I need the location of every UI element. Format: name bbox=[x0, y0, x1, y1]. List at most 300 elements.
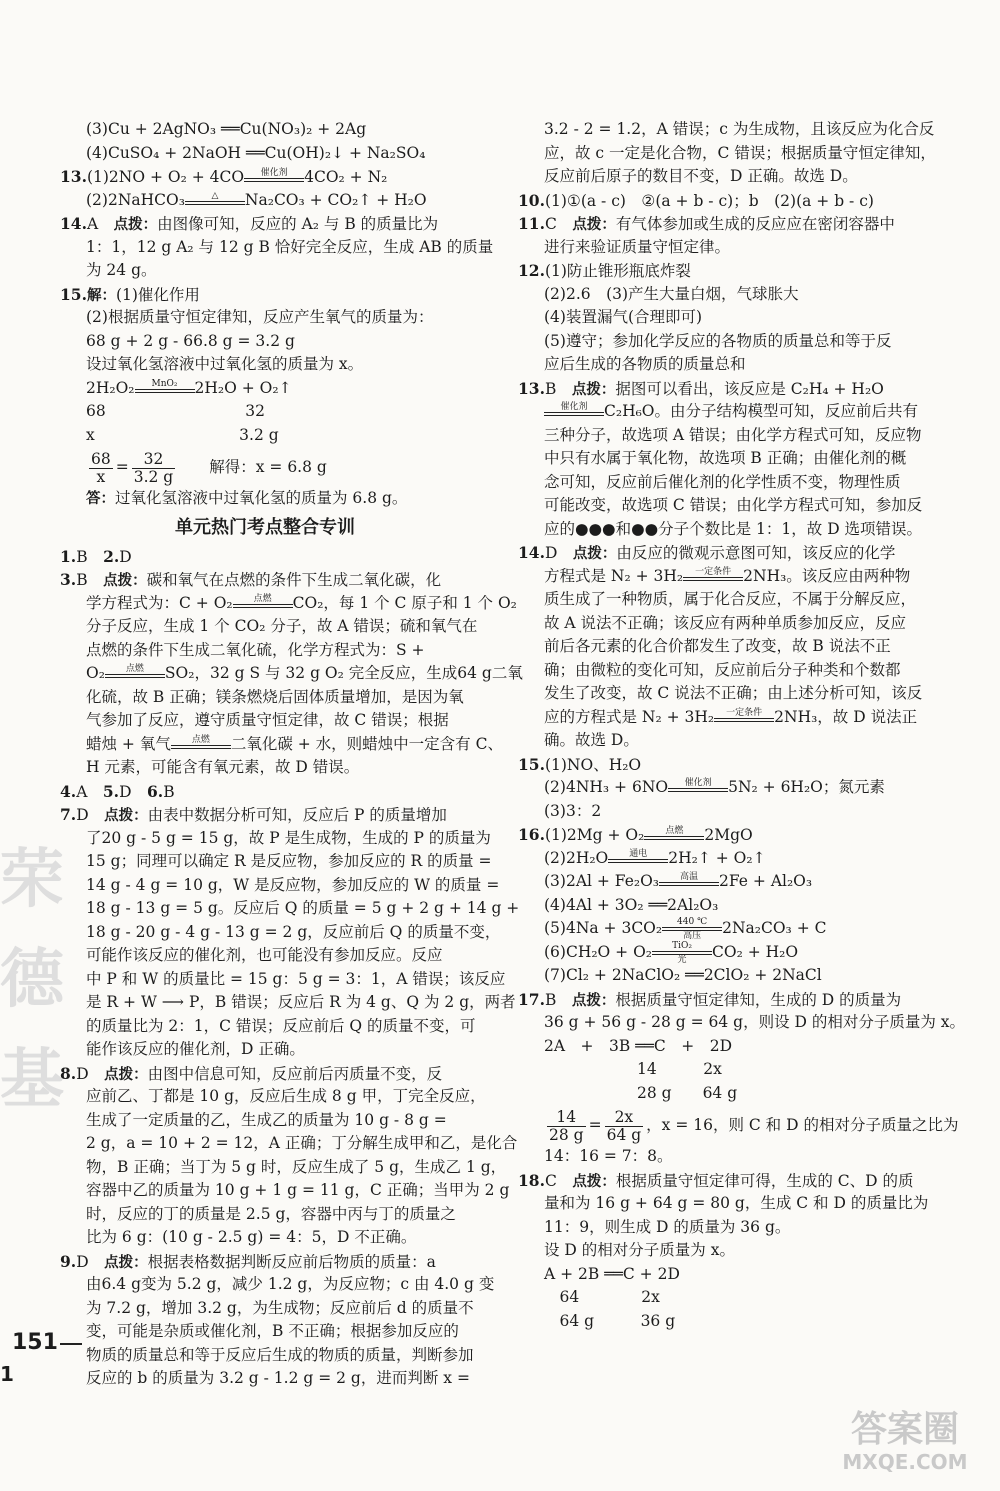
line-text: 时，反应的丁的质量是 2.5 g，容器中丙与丁的质量之 bbox=[86, 1204, 456, 1223]
line-text: B bbox=[76, 571, 104, 589]
line-text: A bbox=[86, 215, 114, 233]
item-number: 1. bbox=[60, 546, 77, 566]
line-text: 由图中信息可知，反应前后丙质量不变，反 bbox=[147, 1064, 443, 1083]
text-line bbox=[518, 870, 928, 894]
line-text: 应后生成的各物质的质量总和 bbox=[544, 355, 746, 373]
reaction-condition bbox=[683, 567, 743, 587]
equals-sign: = bbox=[588, 1116, 602, 1134]
line-text: 应的●●●和●●分子个数比是 1：1，故 D 选项错误。 bbox=[544, 519, 923, 538]
text-line bbox=[60, 874, 500, 898]
line-text: D bbox=[119, 782, 148, 801]
text-line bbox=[518, 330, 928, 354]
reaction-condition bbox=[105, 664, 165, 684]
reaction-condition bbox=[652, 941, 712, 965]
line-text: 念可知，反应前后催化剂的化学性质不变，物理性质 bbox=[544, 472, 901, 491]
condition-top: 催化剂 bbox=[684, 778, 712, 788]
line-text: (1)催化作用 bbox=[115, 285, 200, 304]
text-line bbox=[60, 1273, 495, 1297]
text-line bbox=[518, 612, 928, 636]
condition-top: 通电 bbox=[629, 848, 648, 859]
text-line bbox=[518, 917, 928, 941]
line-text: 有气体参加或生成的反应应在密闭容器中 bbox=[615, 215, 895, 233]
text-line bbox=[518, 518, 928, 542]
reaction-condition bbox=[644, 826, 704, 846]
text-line bbox=[518, 729, 928, 753]
line-text: x 3.2 g bbox=[86, 425, 279, 444]
left-column bbox=[60, 118, 523, 1391]
denominator: 64 g bbox=[606, 1125, 642, 1144]
text-line bbox=[518, 659, 928, 683]
line-text: D bbox=[119, 547, 132, 566]
line-text: 三种分子，故选项 A 错误；由化学方程式可知，反应物 bbox=[544, 425, 922, 444]
line-text: 反应的 b 的质量为 3.2 g - 1.2 g = 2 g，进而判断 x = bbox=[86, 1369, 470, 1387]
line-text: O₂ bbox=[86, 664, 105, 682]
text-line bbox=[60, 1203, 470, 1227]
item-number: 13. bbox=[60, 167, 87, 186]
text-line bbox=[518, 635, 928, 659]
line-text: C bbox=[544, 1171, 573, 1190]
text-line bbox=[518, 541, 928, 565]
line-text: 2NH₃。该反应由两种物 bbox=[743, 566, 911, 585]
line-text: (1)防止锥形瓶底炸裂 bbox=[544, 262, 691, 280]
line-text: 物质的质量总和等于反应后生成的物质的质量，判断参加 bbox=[86, 1345, 474, 1364]
line-text: ，x = 16，则 C 和 D 的相对分子质量之比为 bbox=[646, 1116, 959, 1134]
text-line bbox=[518, 776, 928, 800]
equals-sign: = bbox=[115, 458, 129, 476]
line-text: 碳和氧气在点燃的条件下生成二氧化碳，化 bbox=[146, 571, 442, 589]
text-line bbox=[518, 588, 928, 612]
line-text: 生成了一定质量的乙，生成乙的质量为 10 g - 8 g = bbox=[86, 1110, 447, 1129]
item-number: 17. bbox=[518, 989, 545, 1009]
hint-label: 解： bbox=[86, 287, 116, 304]
line-text: B bbox=[544, 379, 572, 398]
reaction-condition bbox=[544, 402, 604, 422]
item-number: 11. bbox=[518, 214, 545, 233]
text-line bbox=[60, 189, 470, 213]
line-text: 2A + 3B ══C + 2D bbox=[544, 1036, 733, 1055]
text-line bbox=[60, 1344, 474, 1368]
text-line bbox=[60, 991, 516, 1015]
condition-top: 点燃 bbox=[191, 734, 210, 745]
hint-label: 点拨： bbox=[571, 992, 616, 1009]
numerator: 14 bbox=[547, 1109, 586, 1127]
text-line bbox=[60, 662, 523, 686]
line-text: (2)2.6 (3)产生大量白烟，气球胀大 bbox=[544, 284, 799, 303]
text-line bbox=[518, 212, 928, 236]
denominator: 3.2 g bbox=[133, 467, 174, 486]
text-line bbox=[60, 921, 501, 945]
line-text: 为 24 g。 bbox=[86, 261, 157, 279]
line-text: 2Na₂CO₃ + C bbox=[722, 919, 827, 937]
text-line bbox=[60, 968, 506, 992]
line-text: (1)①(a - c) ②(a + b - c)；b (2)(a + b - c) bbox=[544, 191, 874, 210]
line-text: B bbox=[76, 547, 104, 566]
text-line bbox=[60, 1297, 474, 1321]
site-logo-url: MXQE.COM bbox=[842, 1450, 968, 1474]
hint-label: 点拨： bbox=[103, 573, 147, 589]
line-text: 量和为 16 g + 64 g = 80 g，生成 C 和 D 的质量比为 bbox=[544, 1194, 929, 1212]
line-text: 1：1，12 g A₂ 与 12 g B 恰好完全反应，生成 AB 的质量 bbox=[86, 237, 494, 256]
line-text: 5N₂ + 6H₂O；氮元素 bbox=[728, 778, 885, 796]
line-text: 由6.4 g变为 5.2 g，减少 1.2 g，为反应物；c 由 4.0 g 变 bbox=[86, 1275, 495, 1293]
line-text: 11：9，则生成 D 的质量为 36 g。 bbox=[544, 1217, 791, 1236]
line-text: 15 g；同理可以确定 R 是反应物，参加反应的 R 的质量 = bbox=[86, 852, 492, 870]
numerator: 32 bbox=[132, 451, 176, 469]
line-text: 中 P 和 W 的质量比 = 15 g：5 g = 3：1，A 错误；该反应 bbox=[86, 969, 506, 988]
reaction-condition bbox=[608, 849, 668, 869]
text-line bbox=[60, 424, 470, 448]
condition-bottom bbox=[608, 863, 668, 869]
text-line bbox=[60, 1109, 470, 1133]
line-text: 比为 6 g：(10 g - 2.5 g) = 4：5，D 不正确。 bbox=[86, 1228, 417, 1246]
line-text: B bbox=[544, 990, 572, 1009]
text-line bbox=[518, 682, 928, 706]
text-line bbox=[518, 800, 928, 824]
line-text: 反应前后原子的数目不变，D 正确。故选 D。 bbox=[544, 167, 858, 185]
line-text: 68 g + 2 g - 66.8 g = 3.2 g bbox=[86, 331, 295, 350]
line-text: (7)Cl₂ + 2NaClO₂ ══2ClO₂ + 2NaCl bbox=[544, 966, 822, 984]
text-line bbox=[518, 823, 928, 847]
condition-bottom bbox=[668, 792, 728, 798]
condition-top: MnO₂ bbox=[151, 378, 178, 389]
line-text: 14：16 = 7：8。 bbox=[544, 1147, 673, 1165]
condition-bottom: 光 bbox=[677, 954, 687, 965]
line-text: D bbox=[544, 544, 573, 562]
line-text: (2)2NaHCO₃ bbox=[86, 190, 185, 209]
line-text: 化硫，故 B 正确；镁条燃烧后固体质量增加，是因为氧 bbox=[86, 687, 464, 706]
line-text: 14 2x bbox=[544, 1060, 722, 1078]
text-line bbox=[60, 850, 492, 874]
condition-top: 催化剂 bbox=[560, 402, 588, 412]
text-line bbox=[518, 706, 928, 730]
line-text: 根据表格数据判断反应前后物质的质量：a bbox=[147, 1252, 436, 1271]
hint-label: 点拨： bbox=[104, 1066, 148, 1083]
text-line bbox=[518, 1035, 928, 1059]
hint-label: 点拨： bbox=[113, 217, 158, 233]
text-line bbox=[60, 118, 470, 142]
line-text: 2H₂↑ + O₂↑ bbox=[668, 848, 766, 867]
numerator: 68 bbox=[91, 449, 111, 468]
condition-top: 点燃 bbox=[253, 593, 272, 604]
item-number: 10. bbox=[518, 190, 545, 210]
line-text: 18 g - 20 g - 4 g - 13 g = 2 g，反应前后 Q 的质量不变， bbox=[86, 922, 501, 941]
condition-bottom bbox=[135, 393, 195, 399]
line-text: 了20 g - 5 g = 15 g，故 P 是生成物，生成的 P 的质量为 bbox=[86, 828, 491, 847]
line-text: 由反应的微观示意图可知，该反应的化学 bbox=[616, 544, 896, 562]
text-line bbox=[518, 400, 928, 424]
line-text: 变，可能是杂质或催化剂，B 不正确；根据参加反应的 bbox=[86, 1322, 459, 1340]
text-line bbox=[518, 753, 928, 777]
text-line bbox=[518, 894, 928, 918]
line-text: 设 D 的相对分子质量为 x。 bbox=[544, 1241, 735, 1259]
condition-bottom bbox=[185, 205, 245, 211]
fraction-line bbox=[518, 1105, 959, 1145]
condition-bottom bbox=[105, 678, 165, 684]
line-text: 是 R + W ⟶ P，B 错误；反应后 R 为 4 g、Q 为 2 g，两者 bbox=[86, 993, 516, 1011]
hint-label: 点拨： bbox=[572, 1173, 616, 1190]
line-text: 根据质量守恒定律知，生成的 D 的质量为 bbox=[615, 990, 902, 1009]
line-text: 分子反应，生成 1 个 CO₂ 分子，故 A 错误；硫和氧气在 bbox=[86, 617, 478, 635]
text-line bbox=[60, 733, 503, 757]
text-line bbox=[518, 165, 928, 189]
text-line bbox=[60, 1367, 470, 1391]
watermark-char: 基 bbox=[0, 1043, 64, 1117]
page-edge-digit: 1 bbox=[0, 1362, 14, 1386]
line-text: 故 A 说法不正确；该反应有两种单质参加反应，反应 bbox=[544, 613, 907, 632]
text-line bbox=[60, 1226, 470, 1250]
condition-bottom bbox=[659, 886, 719, 892]
text-line bbox=[518, 447, 928, 471]
condition-bottom bbox=[644, 840, 704, 846]
hint-label: 点拨： bbox=[572, 217, 616, 233]
line-text: SO₂，32 g S 与 32 g O₂ 完全反应，生成64 g二氧 bbox=[164, 664, 523, 682]
line-text: 2MgO bbox=[704, 826, 753, 844]
item-number: 18. bbox=[518, 1170, 545, 1190]
text-line bbox=[60, 1179, 510, 1203]
text-line bbox=[60, 306, 470, 330]
line-text: (3)Cu + 2AgNO₃ ══Cu(NO₃)₂ + 2Ag bbox=[86, 120, 367, 138]
text-line bbox=[60, 944, 470, 968]
text-line bbox=[60, 283, 470, 307]
line-text: 能作该反应的催化剂，D 正确。 bbox=[86, 1040, 305, 1058]
line-text: CO₂，每 1 个 C 原子和 1 个 O₂ bbox=[292, 593, 517, 612]
line-text: (3)2Al + Fe₂O₃ bbox=[544, 872, 660, 890]
line-text: D bbox=[76, 806, 105, 824]
condition-bottom bbox=[233, 608, 293, 614]
item-number: 15. bbox=[518, 754, 545, 774]
line-text: 解得：x = 6.8 g bbox=[178, 458, 327, 476]
reaction-condition bbox=[662, 917, 722, 941]
line-text: (5)遵守；参加化学反应的各物质的质量总和等于反 bbox=[544, 331, 892, 350]
line-text: 据图可以看出，该反应是 C₂H₄ + H₂O bbox=[615, 379, 884, 398]
text-line bbox=[518, 471, 928, 495]
text-line bbox=[518, 259, 928, 283]
line-text: 28 g 64 g bbox=[544, 1083, 738, 1102]
line-text: 前后各元素的化合价都发生了改变，故 B 说法不正 bbox=[544, 637, 891, 655]
line-text: 14 g - 4 g = 10 g，W 是反应物，参加反应的 W 的质量 = bbox=[86, 875, 500, 894]
line-text: 点燃的条件下生成二氧化硫，化学方程式为：S + bbox=[86, 640, 425, 659]
text-line bbox=[518, 142, 936, 166]
line-text: 应前乙、丁都是 10 g，反应后生成 8 g 甲，丁完全反应， bbox=[86, 1087, 486, 1105]
line-text: Na₂CO₃ + CO₂↑ + H₂O bbox=[244, 190, 427, 209]
fraction bbox=[132, 451, 176, 486]
right-column bbox=[518, 118, 966, 1333]
condition-bottom bbox=[544, 416, 604, 422]
line-text: C₂H₆O。由分子结构模型可知，反应前后共有 bbox=[604, 402, 919, 420]
text-line bbox=[518, 424, 928, 448]
line-text: 2 g，a = 10 + 2 = 12，A 正确；丁分解生成甲和乙，是化合 bbox=[86, 1134, 518, 1152]
line-text: (1)NO、H₂O bbox=[544, 755, 642, 774]
watermark-char: 德 bbox=[0, 943, 64, 1017]
reaction-condition bbox=[668, 778, 728, 798]
line-text: 确；由微粒的变化可知，反应前后分子种类和个数都 bbox=[544, 660, 901, 679]
line-text: H 元素，可能含有氧元素，故 D 错误。 bbox=[86, 758, 360, 776]
line-text: 2H₂O + O₂↑ bbox=[194, 378, 292, 397]
line-text: A + 2B ══C + 2D bbox=[544, 1264, 680, 1283]
item-number: 5. bbox=[102, 781, 120, 801]
text-line bbox=[518, 189, 928, 213]
denominator: x bbox=[96, 467, 106, 486]
line-text: 发生了改变，故 C 说法不正确；由上述分析可知，该反 bbox=[544, 684, 923, 702]
line-text: 2NH₃，故 D 说法正 bbox=[774, 707, 918, 726]
line-text: 可能作该反应的催化剂，也可能没有参加反应。反应 bbox=[86, 946, 443, 964]
page-number: 151 bbox=[12, 1330, 58, 1355]
text-line bbox=[60, 1320, 470, 1344]
text-line bbox=[518, 1011, 966, 1035]
text-line bbox=[60, 639, 470, 663]
item-number: 12. bbox=[518, 261, 545, 280]
fraction-line bbox=[60, 447, 470, 487]
reaction-condition bbox=[233, 594, 293, 614]
condition-bottom bbox=[244, 182, 304, 188]
line-text: 为 7.2 g，增加 3.2 g，为生成物；反应前后 d 的质量不 bbox=[86, 1298, 474, 1317]
line-text: (3)3：2 bbox=[544, 801, 602, 820]
line-text: 可能改变，故选项 C 错误；由化学方程式可知，参加反 bbox=[544, 496, 923, 514]
line-text: 物，B 正确；当丁为 5 g 时，反应生成了 5 g，生成乙 1 g， bbox=[86, 1157, 507, 1176]
text-line bbox=[518, 1082, 928, 1106]
condition-top: 440 ℃ bbox=[677, 917, 708, 927]
item-number: 16. bbox=[518, 825, 545, 844]
line-text: 18 g - 13 g = 5 g。反应后 Q 的质量 = 5 g + 2 g + 14 g + bbox=[86, 899, 520, 917]
item-number: 15. bbox=[60, 284, 87, 304]
line-text: 的质量比为 2：1，C 错误；反应前后 Q 的质量不变，可 bbox=[86, 1016, 476, 1035]
line-text: (4)装置漏气(合理即可) bbox=[544, 308, 703, 326]
line-text: (1)2NO + O₂ + 4CO bbox=[86, 168, 245, 186]
text-line bbox=[60, 780, 470, 804]
reaction-condition bbox=[185, 191, 245, 211]
item-number: 4. bbox=[60, 781, 77, 801]
text-line bbox=[60, 756, 470, 780]
fraction bbox=[605, 1109, 644, 1144]
line-text: (2)根据质量守恒定律知，反应产生氧气的质量为： bbox=[86, 308, 434, 326]
line-text: D bbox=[76, 1252, 105, 1271]
text-line bbox=[518, 1310, 928, 1334]
item-number: 7. bbox=[60, 805, 77, 824]
text-line bbox=[518, 283, 928, 307]
text-line bbox=[60, 400, 470, 424]
text-line bbox=[518, 565, 928, 589]
text-line bbox=[60, 377, 470, 401]
text-line bbox=[518, 494, 928, 518]
condition-bottom bbox=[683, 581, 743, 587]
text-line bbox=[60, 1085, 486, 1109]
condition-top: 高温 bbox=[680, 872, 699, 882]
line-text: (5)4Na + 3CO₂ bbox=[544, 919, 663, 937]
text-line bbox=[518, 1058, 928, 1082]
line-text: 容器中乙的质量为 10 g + 1 g = 11 g，C 正确；当甲为 2 g bbox=[86, 1181, 510, 1199]
reaction-condition bbox=[244, 168, 304, 188]
line-text: 应的方程式是 N₂ + 3H₂ bbox=[544, 707, 715, 726]
line-text: (1)2Mg + O₂ bbox=[544, 826, 645, 844]
condition-top: 点燃 bbox=[665, 826, 684, 836]
text-line bbox=[60, 803, 470, 827]
text-line bbox=[518, 118, 935, 142]
line-text: 中只有水属于氧化物，故选项 B 正确；由催化剂的概 bbox=[544, 449, 907, 467]
denominator: 28 g bbox=[549, 1125, 584, 1144]
line-text: 确。故选 D。 bbox=[544, 731, 639, 749]
condition-top: 一定条件 bbox=[726, 707, 763, 718]
line-text: 应，故 c 一定是化合物，C 错误；根据质量守恒定律知， bbox=[544, 143, 936, 162]
hint-label: 点拨： bbox=[572, 546, 617, 562]
answer-label: 答： bbox=[86, 491, 115, 507]
text-line bbox=[518, 236, 928, 260]
condition-top: TiO₂ bbox=[672, 940, 692, 951]
condition-bottom bbox=[714, 722, 774, 728]
text-line bbox=[60, 897, 520, 921]
line-text: 64 g 36 g bbox=[544, 1311, 676, 1330]
text-line bbox=[60, 1132, 518, 1156]
text-line bbox=[518, 377, 928, 401]
line-text: 2H₂O₂ bbox=[86, 378, 135, 397]
condition-top: 催化剂 bbox=[260, 168, 288, 178]
text-line bbox=[60, 1250, 470, 1274]
site-logo-text: 答案圈 bbox=[850, 1409, 959, 1450]
reaction-condition bbox=[659, 872, 719, 892]
text-line bbox=[60, 545, 470, 569]
text-line bbox=[60, 142, 470, 166]
text-line bbox=[60, 827, 491, 851]
text-line bbox=[518, 1192, 928, 1216]
text-line bbox=[518, 847, 928, 871]
line-text: 学方程式为：C + O₂ bbox=[86, 593, 233, 612]
item-number: 3. bbox=[60, 570, 77, 589]
line-text: 质生成了一种物质，属于化合反应，不属于分解反应， bbox=[544, 590, 917, 608]
text-line bbox=[60, 592, 517, 616]
item-number: 13. bbox=[518, 378, 545, 398]
line-text: (6)CH₂O + O₂ bbox=[544, 942, 653, 961]
condition-bottom: 高压 bbox=[683, 931, 702, 941]
line-text: (2)4NH₃ + 6NO bbox=[544, 778, 669, 796]
line-text: 进行来验证质量守恒定律。 bbox=[544, 237, 731, 256]
text-line bbox=[60, 1156, 507, 1180]
text-line bbox=[518, 353, 928, 377]
line-text: CO₂ + H₂O bbox=[712, 942, 799, 961]
item-number: 14. bbox=[518, 543, 545, 562]
condition-top: 点燃 bbox=[125, 664, 144, 674]
text-line bbox=[60, 615, 478, 639]
line-text: (4)4Al + 3O₂ ══2Al₂O₃ bbox=[544, 895, 719, 914]
line-text: 64 2x bbox=[544, 1288, 660, 1306]
line-text: 方程式是 N₂ + 3H₂ bbox=[544, 566, 684, 585]
text-line bbox=[518, 1263, 928, 1287]
text-line bbox=[518, 1239, 928, 1263]
line-text: 过氧化氢溶液中过氧化氢的质量为 6.8 g。 bbox=[115, 489, 408, 507]
reaction-condition bbox=[171, 735, 231, 755]
text-line bbox=[60, 568, 470, 592]
site-logo bbox=[815, 1410, 995, 1480]
item-number: 6. bbox=[147, 781, 164, 801]
fraction bbox=[89, 451, 113, 486]
text-line bbox=[518, 1145, 928, 1169]
text-line bbox=[60, 259, 470, 283]
text-line bbox=[518, 964, 928, 988]
line-text: 3.2 - 2 = 1.2，A 错误；c 为生成物，且该反应为化合反 bbox=[544, 120, 935, 138]
section-title: 单元热门考点整合专训 bbox=[175, 516, 355, 538]
text-line bbox=[60, 165, 470, 189]
answer-line bbox=[60, 487, 470, 511]
text-line bbox=[60, 1062, 470, 1086]
item-number: 8. bbox=[60, 1063, 77, 1083]
text-line bbox=[60, 709, 470, 733]
condition-top: 一定条件 bbox=[695, 566, 732, 577]
line-text: 二氧化碳 + 水，则蜡烛中一定含有 C、 bbox=[230, 734, 503, 753]
line-text: C bbox=[544, 215, 573, 233]
line-text: (2)2H₂O bbox=[544, 848, 609, 867]
text-line bbox=[60, 212, 470, 236]
page-number-dash bbox=[60, 1343, 82, 1345]
reaction-condition bbox=[714, 708, 774, 728]
text-line bbox=[518, 941, 928, 965]
